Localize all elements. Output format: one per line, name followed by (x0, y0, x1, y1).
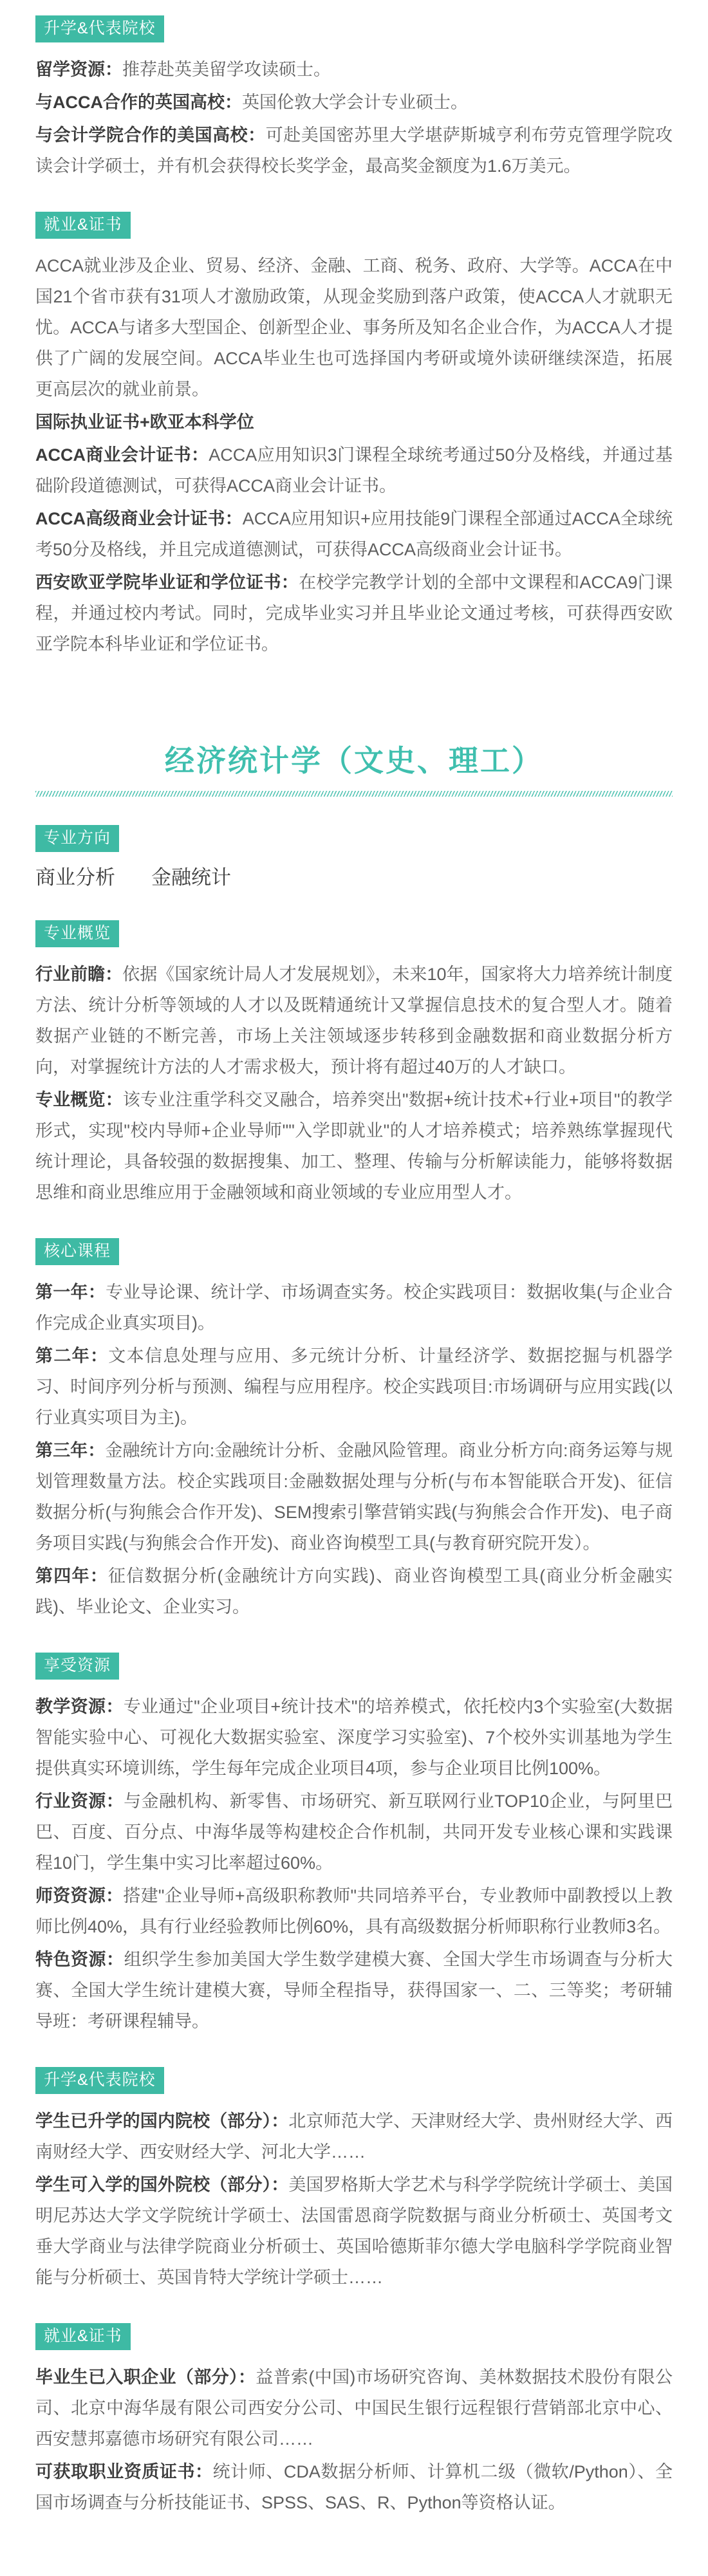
paragraph-label: 第二年： (35, 1346, 109, 1366)
paragraph-label: 师资资源： (35, 1886, 124, 1905)
paragraph-text: 北京师范大学、天津财经大学、贵州财经大学、西南财经大学、西安财经大学、河北大学…… (35, 2111, 673, 2162)
paragraph (35, 567, 673, 660)
page-title: 经济统计学（文史、理工） (165, 744, 543, 777)
paragraph-text: 金融统计方向:金融统计分析、金融风险管理。商业分析方向:商务运筹与规划管理数量方法。校企实践项目:金融数据处理与分析(与布本智能联合开发)、征信数据分析(与狗熊会合作开发)、SEM搜索引擎营销实践(与狗熊会合作开发)、电子商务项目实践(与狗熊会合作开发)、商业咨询模型工具(与教育研究院开发）。 (35, 1440, 673, 1553)
paragraph (35, 959, 673, 1082)
program-career-badge: 就业&证书 (35, 2323, 131, 2350)
paragraph-text: 搭建"企业导师+高级职称教师"共同培养平台，专业教师中副教授以上教师比例40%，具有行业经验教师比例60%，具有高级数据分析师职称行业教师3名。 (35, 1886, 673, 1936)
paragraph (35, 2362, 673, 2454)
paragraph (35, 1435, 673, 1559)
title-divider (35, 791, 673, 797)
paragraph-label: 教学资源： (35, 1696, 124, 1716)
paragraph (35, 120, 673, 181)
paragraph (35, 1786, 673, 1878)
paragraph-label: 西安欧亚学院毕业证和学位证书： (35, 573, 299, 592)
courses-badge: 核心课程 (35, 1238, 119, 1265)
paragraph-text: 专业导论课、统计学、市场调查实务。校企实践项目：数据收集(与企业合作完成企业真实项目)。 (35, 1282, 673, 1333)
section-courses (35, 1210, 673, 1622)
paragraph-label: 行业资源： (35, 1791, 124, 1811)
paragraph-text: 与金融机构、新零售、市场研究、新互联网行业TOP10企业，与阿里巴巴、百度、百分点、中海华晟等构建校企合作机制，共同开发专业核心课和实践课程10门，学生集中实习比率超过60%。 (35, 1791, 673, 1873)
paragraph-label: 第一年： (35, 1282, 106, 1302)
majors-line (35, 864, 673, 892)
section-acca-admission (35, 15, 673, 181)
paragraph-text: 统计师、CDA数据分析师、计算机二级（微软/Python）、全国市场调查与分析技能证书、SPSS、SAS、R、Python等资格认证。 (35, 2461, 673, 2512)
paragraph (35, 87, 673, 118)
paragraph (35, 1277, 673, 1339)
paragraph-label: 与会计学院合作的美国高校： (35, 125, 266, 145)
paragraph-label: 可获取职业资质证书： (35, 2461, 213, 2481)
acca-admission-badge: 升学&代表院校 (35, 15, 164, 42)
paragraph-label: 专业概览： (35, 1089, 123, 1109)
major-financial-statistics: 金融统计 (151, 866, 231, 889)
paragraph (35, 1880, 673, 1942)
paragraph (35, 440, 673, 501)
section-acca-career (35, 183, 673, 660)
direction-badge: 专业方向 (35, 825, 119, 852)
paragraph-label: 第三年： (35, 1440, 106, 1460)
paragraph-text: 美国罗格斯大学艺术与科学学院统计学硕士、美国明尼苏达大学文学院统计学硕士、法国雷恩商学院数据与商业分析硕士、英国考文垂大学商业与法律学院商业分析硕士、英国哈德斯菲尔德大学电脑科学学院商业智能与分析硕士、英国肯特大学统计学硕士…… (35, 2174, 673, 2287)
major-business-analysis: 商业分析 (35, 866, 115, 889)
section-direction (35, 797, 673, 892)
paragraph-text: 专业通过"企业项目+统计技术"的培养模式，依托校内3个实验室(大数据智能实验中心、可视化大数据实验室、深度学习实验室)、7个校外实训基地为学生提供真实环境训练，学生每年完成企业项目4项，参与企业项目比例100%。 (35, 1696, 673, 1778)
resources-badge: 享受资源 (35, 1653, 119, 1680)
paragraph-text: ACCA就业涉及企业、贸易、经济、金融、工商、税务、政府、大学等。ACCA在中国21个省市获有31项人才激励政策，从现金奖励到落户政策，使ACCA人才就职无忧。ACCA与诸多大型国企、创新型企业、事务所及知名企业合作，为ACCA人才提供了广阔的发展空间。ACCA毕业生也可选择国内考研或境外读研继续深造，拓展更高层次的就业前景。 (35, 256, 673, 399)
paragraph (35, 2169, 673, 2293)
paragraph (35, 1944, 673, 2037)
paragraph-label: 特色资源： (35, 1949, 124, 1969)
paragraph (35, 2106, 673, 2167)
paragraph-text: 在校学完教学计划的全部中文课程和ACCA9门课程，并通过校内考试。同时，完成毕业实习并且毕业论文通过考核，可获得西安欧亚学院本科毕业证和学位证书。 (35, 573, 673, 654)
paragraph (35, 407, 673, 438)
paragraph-text: ACCA应用知识3门课程全球统考通过50分及格线，并通过基础阶段道德测试，可获得ACCA商业会计证书。 (35, 445, 673, 496)
paragraph (35, 503, 673, 565)
paragraph-label: ACCA高级商业会计证书： (35, 509, 243, 528)
paragraph-label: 学生可入学的国外院校（部分）： (35, 2174, 289, 2194)
paragraph-text: 英国伦敦大学会计专业硕士。 (242, 93, 468, 112)
paragraph (35, 250, 673, 405)
paragraph (35, 1561, 673, 1622)
paragraph-label: 与ACCA合作的英国高校： (35, 93, 242, 112)
paragraph (35, 54, 673, 85)
program-admission-badge: 升学&代表院校 (35, 2067, 164, 2094)
paragraph-label: 国际执业证书+欧亚本科学位 (35, 412, 254, 432)
section-overview (35, 892, 673, 1208)
paragraph-label: ACCA商业会计证书： (35, 445, 209, 465)
overview-badge: 专业概览 (35, 920, 119, 947)
paragraph-label: 第四年： (35, 1566, 109, 1586)
paragraph-text: 依据《国家统计局人才发展规划》，未来10年，国家将大力培养统计制度方法、统计分析等领域的人才以及既精通统计又掌握信息技术的复合型人才。随着数据产业链的不断完善，市场上关注领域逐步转移到金融数据和商业数据分析方向，对掌握统计方法的人才需求极大，预计将有超过40万的人才缺口。 (35, 964, 673, 1077)
paragraph-text: 组织学生参加美国大学生数学建模大赛、全国大学生市场调查与分析大赛、全国大学生统计建模大赛，导师全程指导，获得国家一、二、三等奖；考研辅导班：考研课程辅导。 (35, 1949, 673, 2031)
paragraph (35, 2456, 673, 2518)
section-resources (35, 1624, 673, 2037)
paragraph-label: 行业前瞻： (35, 964, 123, 984)
paragraph-label: 学生已升学的国内院校（部分）： (35, 2111, 289, 2131)
paragraph-label: 留学资源： (35, 60, 122, 79)
paragraph (35, 1084, 673, 1208)
paragraph (35, 1691, 673, 1784)
section-program-admission (35, 2039, 673, 2293)
paragraph-text: 征信数据分析(金融统计方向实践)、商业咨询模型工具(商业分析金融实践)、毕业论文、企业实习。 (35, 1566, 673, 1617)
paragraph-text: 益普索(中国)市场研究咨询、美林数据技术股份有限公司、北京中海华晟有限公司西安分公司、中国民生银行远程银行营销部北京中心、西安慧邦嘉德市场研究有限公司…… (35, 2367, 673, 2449)
paragraph-text: 文本信息处理与应用、多元统计分析、计量经济学、数据挖掘与机器学习、时间序列分析与预测、编程与应用程序。校企实践项目:市场调研与应用实践(以行业真实项目为主)。 (35, 1346, 673, 1427)
paragraph-label: 毕业生已入职企业（部分）： (35, 2367, 256, 2387)
paragraph-text: 推荐赴英美留学攻读硕士。 (122, 60, 331, 79)
acca-career-badge: 就业&证书 (35, 212, 131, 239)
paragraph-text: 该专业注重学科交叉融合，培养突出"数据+统计技术+行业+项目"的教学形式，实现"校内导师+企业导师""入学即就业"的人才培养模式；培养熟练掌握现代统计理论，具备较强的数据搜集、加工、整理、传输与分析解读能力，能够将数据思维和商业思维应用于金融领域和商业领域的专业应用型人才。 (35, 1089, 673, 1202)
paragraph-text: ACCA应用知识+应用技能9门课程全部通过ACCA全球统考50分及格线，并且完成道德测试，可获得ACCA高级商业会计证书。 (35, 509, 673, 559)
paragraph (35, 1340, 673, 1433)
paragraph-text: 可赴美国密苏里大学堪萨斯城亨利布劳克管理学院攻读会计学硕士，并有机会获得校长奖学金，最高奖金额度为1.6万美元。 (35, 125, 673, 176)
section-program-career (35, 2295, 673, 2518)
